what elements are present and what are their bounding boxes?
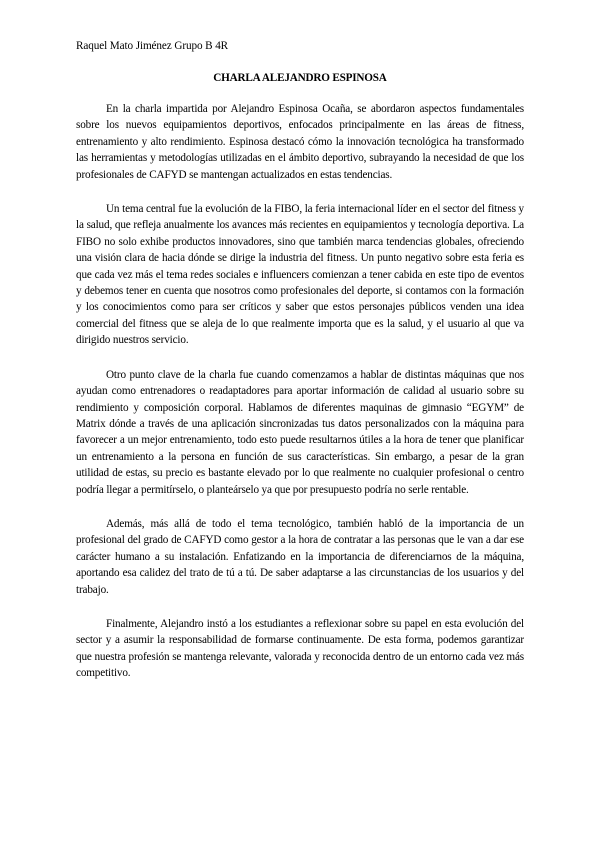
paragraph-fibo: Un tema central fue la evolución de la FIBO, la feria internacional líder en el sector del fitness y la salud, que refleja anualmente los avances más recientes en equipamientos y tecnología deportiva. La FIBO no solo exhibe productos innovadores, sino que también marca tendencias globales, ofreciendo una visión clara de hacia dónde se dirige la industria del fitness. Un punto negativo sobre esta feria es que cada vez más el tema redes sociales e influencers comienzan a tener cabida en este tipo de eventos y debemos tener en cuenta que nosotros como profesionales del deporte, si contamos con la formación y los conocimientos como para ser críticos y saber que estos personajes públicos venden una idea comercial del fitness que se aleja de lo que realmente importa que es la salud, y el usuario al que va dirigido nuestros servicio. xyxy=(76,203,524,347)
paragraph-management: Además, más allá de todo el tema tecnológico, también habló de la importancia de un profesional del grado de CAFYD como gestor a la hora de contratar a las personas que le van a dar ese carácter humano a su instalación. Enfatizando en la importancia de diferenciarnos de la máquina, aportando esa calidez del trato de tú a tú. De saber adaptarse a las circunstancias de los usuarios y del trabajo. xyxy=(76,517,524,596)
document-title: CHARLA ALEJANDRO ESPINOSA xyxy=(213,72,387,84)
paragraph-machines: Otro punto clave de la charla fue cuando comenzamos a hablar de distintas máquinas que nos ayudan como entrenadores o readaptadores para aportar información de calidad al usuario sobre su rendimiento y composición corporal. Hablamos de diferentes maquinas de gimnasio “EGYM” de Matrix dónde a través de una aplicación sincronizadas tus datos personalizados con la máquina para favorecer a un mejor entrenamiento, todo esto puede resultarnos útiles a la hora de tener que planificar un entrenamiento a la persona en función de sus características. Sin embargo, a pesar de la gran utilidad de estas, su precio es bastante elevado por lo que realmente no cualquier profesional o centro podría llegar a permitírselo, o planteárselo ya que por presupuesto podría no serle rentable. xyxy=(76,368,524,496)
paragraph-intro: En la charla impartida por Alejandro Espinosa Ocaña, se abordaron aspectos fundamentales sobre los nuevos equipamientos deportivos, enfocados principalmente en las áreas de fitness, entrenamiento y alto rendimiento. Espinosa destacó cómo la innovación tecnológica ha transformado las herramientas y metodologías utilizadas en el ámbito deportivo, subrayando la necesidad de que los profesionales de CAFYD se mantengan actualizados en estas tendencias. xyxy=(76,103,524,181)
document-body xyxy=(76,101,524,700)
paragraph-conclusion: Finalmente, Alejandro instó a los estudiantes a reflexionar sobre su papel en esta evolución del sector y a asumir la responsabilidad de formarse continuamente. De esta forma, podemos garantizar que nuestra profesión se mantenga relevante, valorada y reconocida dentro de un entorno cada vez más competitivo. xyxy=(76,617,524,680)
author-line: Raquel Mato Jiménez Grupo B 4R xyxy=(76,40,229,52)
